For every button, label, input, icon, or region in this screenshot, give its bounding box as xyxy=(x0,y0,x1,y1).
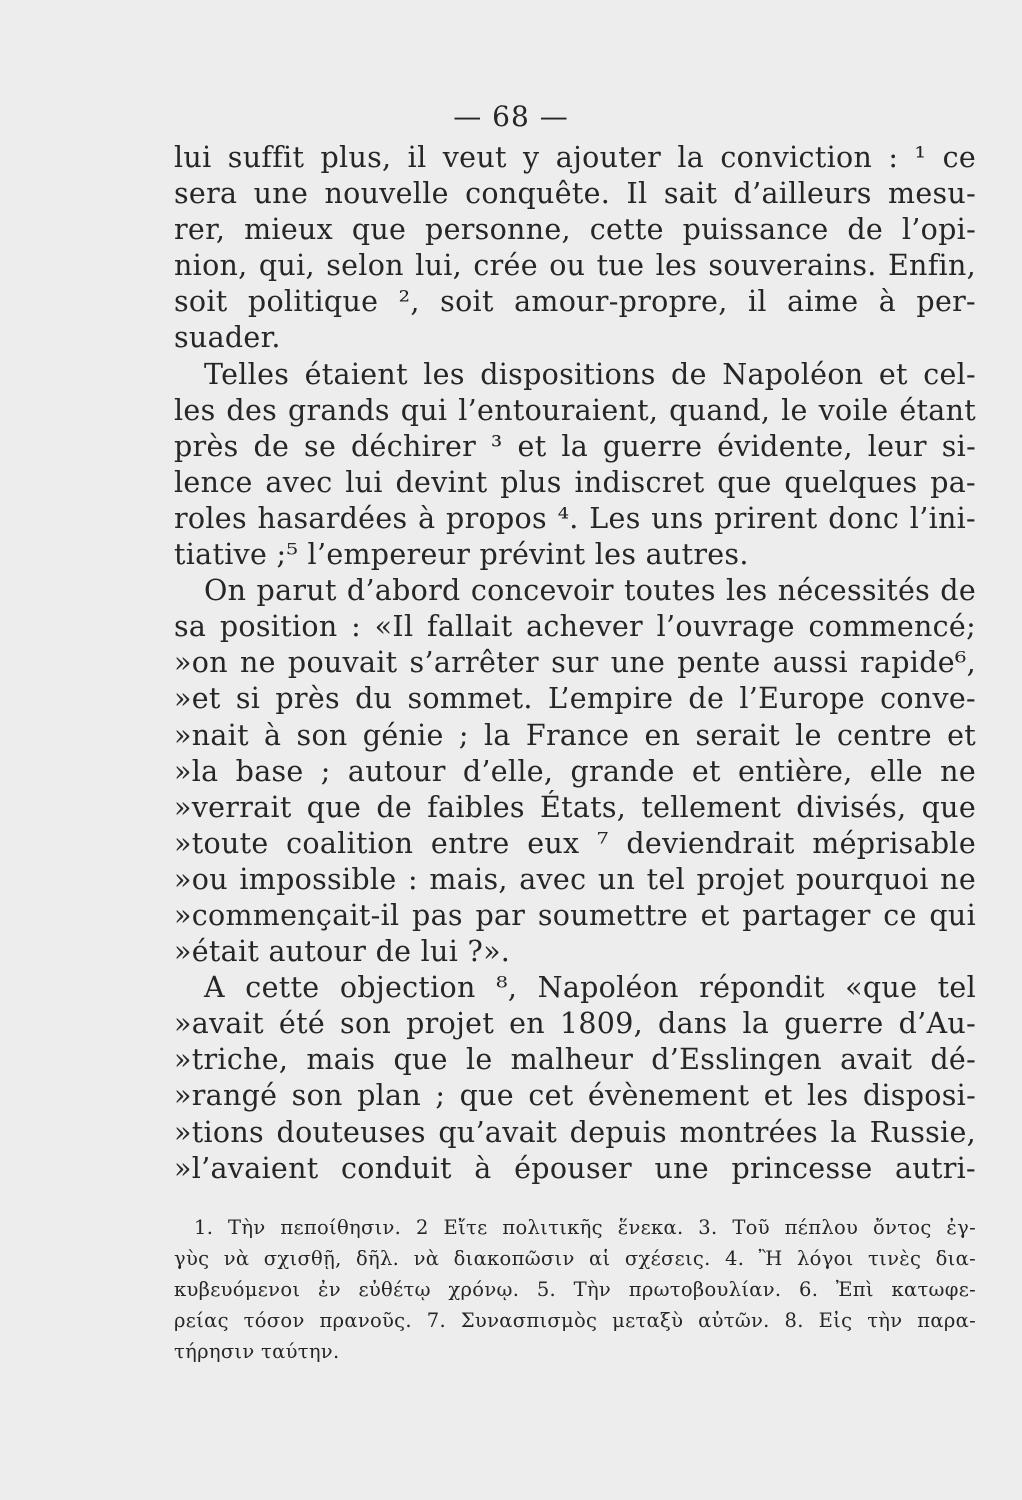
text-line: »tions douteuses qu’avait depuis montrées la Russie, xyxy=(174,1115,976,1149)
main-text xyxy=(174,140,976,1187)
text-line: lence avec lui devint plus indiscret que quelques pa- xyxy=(174,465,976,499)
text-line: »la base ; autour d’elle, grande et entière, elle ne xyxy=(174,754,976,788)
text-line: »était autour de lui ?». xyxy=(174,935,511,969)
text-line: »avait été son projet en 1809, dans la guerre d’Au- xyxy=(174,1007,976,1041)
text-line: »triche, mais que le malheur d’Esslingen avait dé- xyxy=(174,1043,976,1077)
text-line: soit politique ², soit amour-propre, il aime à per- xyxy=(174,285,976,319)
text-line: près de se déchirer ³ et la guerre évidente, leur si- xyxy=(174,429,976,463)
text-line: »commençait-il pas par soumettre et partager ce qui xyxy=(174,898,976,932)
text-line: sera une nouvelle conquête. Il sait d’ailleurs mesu- xyxy=(174,177,976,211)
text-line: Telles étaient les dispositions de Napoléon et cel- xyxy=(204,357,976,391)
text-line: roles hasardées à propos ⁴. Les uns prirent donc l’ini- xyxy=(174,501,976,535)
text-line: »toute coalition entre eux ⁷ deviendrait méprisable xyxy=(174,826,976,860)
text-line: lui suffit plus, il veut y ajouter la conviction : ¹ ce xyxy=(174,141,976,174)
text-line: »nait à son génie ; la France en serait le centre et xyxy=(174,718,976,752)
footnote-line: τήρησιν ταύτην. xyxy=(174,1340,340,1363)
text-line: »et si près du sommet. L’empire de l’Europe conve- xyxy=(174,682,976,716)
text-line: »ou impossible : mais, avec un tel projet pourquoi ne xyxy=(174,862,976,896)
text-line: »verrait que de faibles États, tellement divisés, que xyxy=(174,790,976,824)
text-line: sa position : «Il fallait achever l’ouvrage commencé; xyxy=(174,610,976,644)
text-line: nion, qui, selon lui, crée ou tue les souverains. Enfin, xyxy=(174,249,976,283)
text-line: suader. xyxy=(174,321,281,355)
text-line: tiative ;⁵ l’empereur prévint les autres. xyxy=(174,538,749,572)
text-line: »rangé son plan ; que cet évènement et les disposi- xyxy=(174,1079,976,1113)
text-line: On parut d’abord concevoir toutes les nécessités de xyxy=(204,574,976,608)
footnotes xyxy=(174,1212,976,1367)
text-line: »on ne pouvait s’arrêter sur une pente aussi rapide⁶, xyxy=(174,646,976,680)
text-line: les des grands qui l’entouraient, quand, le voile étant xyxy=(174,393,976,427)
text-line: rer, mieux que personne, cette puissance de l’opi- xyxy=(174,213,976,247)
text-line: »l’avaient conduit à épouser une princesse autri- xyxy=(174,1151,976,1185)
footnote-line: 1. Τὴν πεποίθησιν. 2 Εἴτε πολιτικῆς ἕνεκα. 3. Τοῦ πέπλου ὄντος ἐγ- xyxy=(194,1216,976,1239)
footnote-line: ρείας τόσον πρανοῦς. 7. Συνασπισμὸς μεταξὺ αὐτῶν. 8. Εἰς τὴν παρα- xyxy=(174,1309,976,1332)
text-line: A cette objection ⁸, Napoléon répondit «que tel xyxy=(204,971,976,1005)
footnote-line: γὺς νὰ σχισθῇ, δῆλ. νὰ διακοπῶσιν αἱ σχέσεις. 4. Ἢ λόγοι τινὲς δια- xyxy=(174,1247,976,1270)
footnote-line: κυβευόμενοι ἐν εὐθέτῳ χρόνῳ. 5. Τὴν πρωτοβουλίαν. 6. Ἐπὶ κατωφε- xyxy=(174,1278,976,1301)
page-number: — 68 — xyxy=(453,100,569,133)
